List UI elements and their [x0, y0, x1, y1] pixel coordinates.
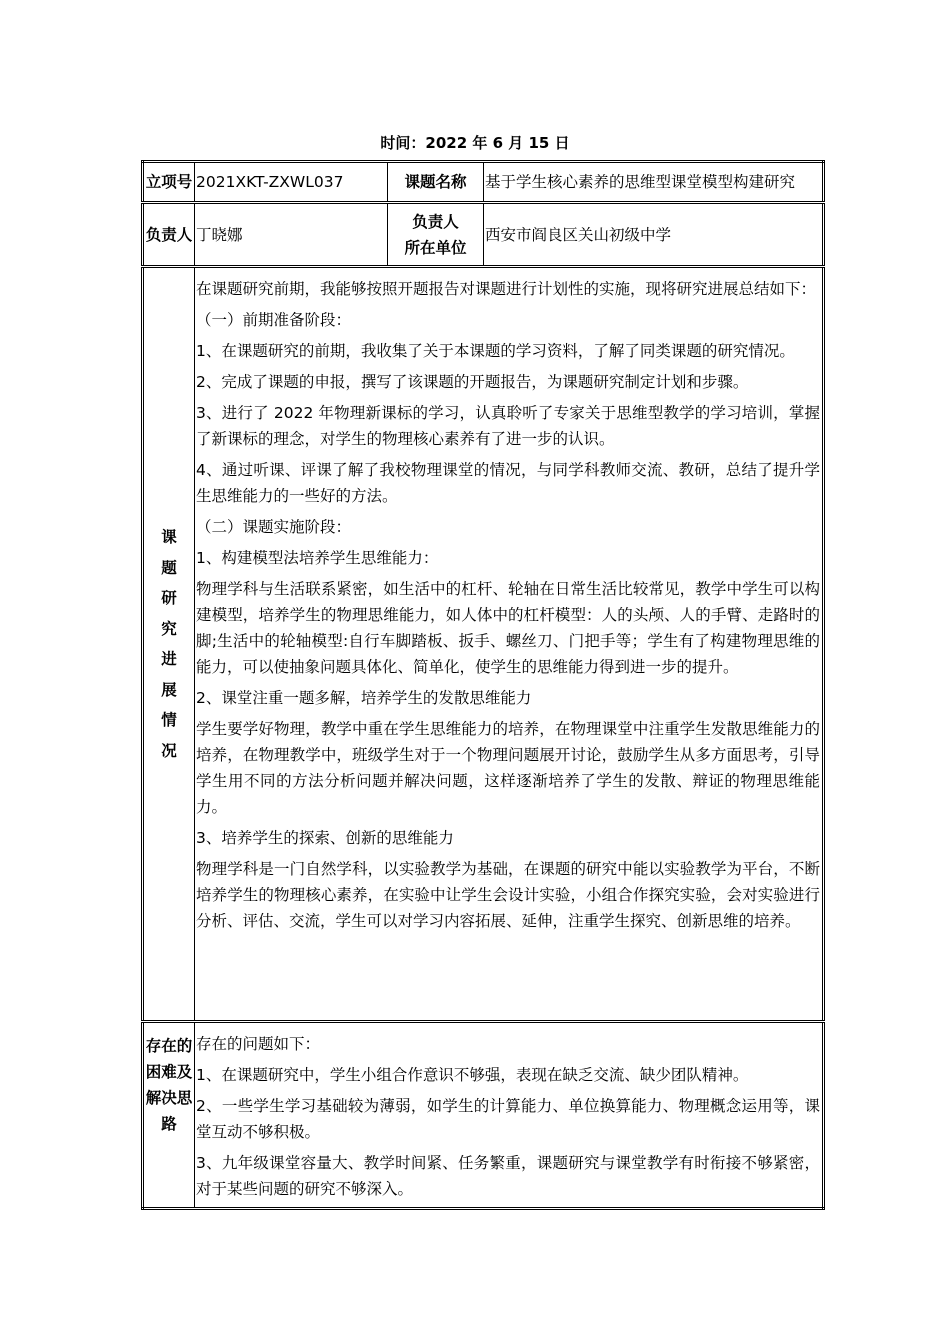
- progress-paragraph: 学生要学好物理，教学中重在学生思维能力的培养，在物理课堂中注重学生发散思维能力的培养，在物理教学中，班级学生对于一个物理问题展开讨论，鼓励学生从多方面思考，引导学生用不同的方法分析问题并解决问题，这样逐渐培养了学生的发散、辩证的物理思维能力。: [196, 720, 820, 816]
- progress-paragraph: （一）前期准备阶段：: [196, 311, 352, 329]
- progress-paragraph: 1、构建模型法培养学生思维能力：: [196, 549, 439, 567]
- progress-paragraph: 在课题研究前期，我能够按照开题报告对课题进行计划性的实施，现将研究进展总结如下：: [196, 280, 817, 298]
- progress-paragraph: 2、完成了课题的申报，撰写了该课题的开题报告，为课题研究制定计划和步骤。: [196, 373, 749, 391]
- project-number-value: 2021XKT-ZXWL037: [195, 162, 388, 203]
- difficulty-paragraph: 2、一些学生学习基础较为薄弱，如学生的计算能力、单位换算能力、物理概念运用等，课堂互动不够积极。: [196, 1097, 820, 1141]
- progress-paragraph: （二）课题实施阶段：: [196, 518, 352, 536]
- unit-label-line-2: 所在单位: [404, 238, 467, 257]
- difficulty-content: [195, 1022, 824, 1209]
- unit-value: 西安市阎良区关山初级中学: [484, 203, 824, 267]
- row-progress: [143, 267, 824, 1022]
- progress-paragraph: 物理学科是一门自然学科，以实验教学为基础，在课题的研究中能以实验教学为平台，不断培养学生的物理核心素养，在实验中让学生会设计实验，小组合作探究实验，会对实验进行分析、评估、交流，学生可以对学习内容拓展、延伸，注重学生探究、创新思维的培养。: [196, 860, 820, 930]
- progress-paragraph: 1、在课题研究的前期，我收集了关于本课题的学习资料，了解了同类课题的研究情况。: [196, 342, 795, 360]
- progress-paragraph: 3、进行了 2022 年物理新课标的学习，认真聆听了专家关于思维型教学的学习培训，掌握了新课标的理念，对学生的物理核心素养有了进一步的认识。: [196, 404, 820, 448]
- difficulty-label: 存在的困难及解决思路: [145, 1037, 193, 1133]
- unit-label: [388, 203, 484, 267]
- report-date: 时间：2022 年 6 月 15 日: [380, 134, 570, 152]
- progress-paragraph: 2、课堂注重一题多解，培养学生的发散思维能力: [196, 689, 532, 707]
- difficulty-paragraph: 1、在课题研究中，学生小组合作意识不够强，表现在缺乏交流、缺少团队精神。: [196, 1066, 749, 1084]
- progress-paragraph: 4、通过听课、评课了解了我校物理课堂的情况，与同学科教师交流、教研，总结了提升学生思维能力的一些好的方法。: [196, 461, 820, 505]
- project-number-label: 立项号: [143, 162, 195, 203]
- row-difficulties: [143, 1022, 824, 1209]
- row-project-info: [143, 162, 824, 203]
- unit-label-line-1: 负责人: [412, 212, 459, 231]
- progress-content: [195, 267, 824, 1022]
- leader-label: 负责人: [143, 203, 195, 267]
- progress-paragraph: 物理学科与生活联系紧密，如生活中的杠杆、轮轴在日常生活比较常见，教学中学生可以构建模型，培养学生的物理思维能力，如人体中的杠杆模型：人的头颅、人的手臂、走路时的脚;生活中的轮轴模型:自行车脚踏板、扳手、螺丝刀、门把手等；学生有了构建物理思维的能力，可以使抽象问题具体化、简单化，使学生的思维能力得到进一步的提升。: [196, 580, 820, 676]
- progress-paragraph: 3、培养学生的探索、创新的思维能力: [196, 829, 454, 847]
- difficulty-paragraph: 3、九年级课堂容量大、教学时间紧、任务繁重，课题研究与课堂教学有时衔接不够紧密，对于某些问题的研究不够深入。: [196, 1154, 820, 1198]
- progress-label-cell: [143, 267, 195, 1022]
- topic-value: 基于学生核心素养的思维型课堂模型构建研究: [484, 162, 824, 203]
- progress-report-table: [141, 160, 825, 1210]
- difficulty-paragraph: 存在的问题如下：: [196, 1035, 321, 1053]
- row-leader-info: [143, 203, 824, 267]
- leader-value: 丁晓娜: [195, 203, 388, 267]
- topic-label: 课题名称: [388, 162, 484, 203]
- progress-label: 课题研究进展情况: [161, 528, 177, 760]
- difficulty-label-cell: [143, 1022, 195, 1209]
